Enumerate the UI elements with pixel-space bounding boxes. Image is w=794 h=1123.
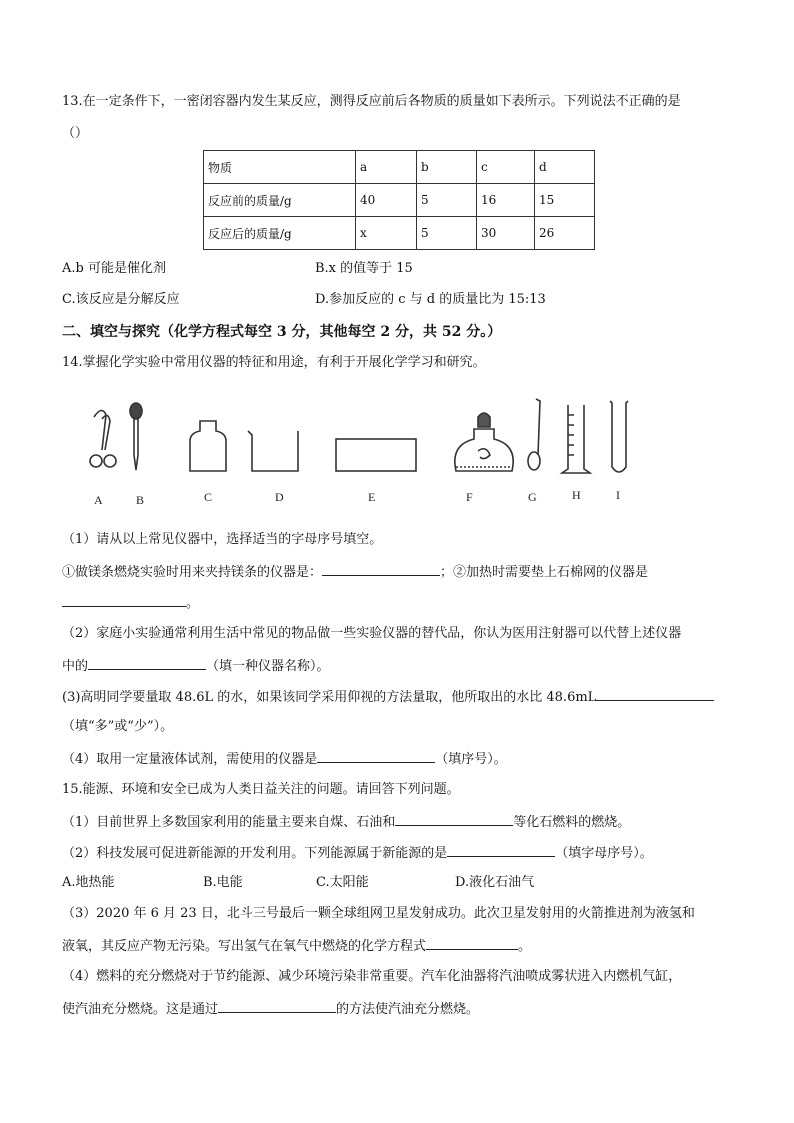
answer-blank[interactable] (447, 842, 555, 857)
q13-option-c: C.该反应是分解反应 (62, 292, 180, 307)
table-cell: a (356, 151, 417, 184)
apparatus-label-b: B (136, 493, 145, 507)
q15-option-d: D.液化石油气 (455, 875, 535, 890)
q15-option-b: B.电能 (203, 875, 243, 890)
table-cell: 15 (535, 184, 595, 217)
q14-part3-line1 (62, 686, 714, 708)
q15-part4-line1: （4）燃料的充分燃烧对于节约能源、减少环境污染非常重要。汽车化油器将汽油喷成雾状进入内燃机气缸， (62, 969, 682, 984)
table-cell: 40 (356, 184, 417, 217)
q15-part2-text: （填字母序号）。 (555, 846, 653, 861)
test-tube-icon (610, 401, 628, 472)
table-header-row (204, 151, 595, 184)
section-title: 二、填空与探究（化学方程式每空 3 分，其他每空 2 分，共 52 分。） (62, 324, 502, 340)
graduated-cylinder-icon (562, 405, 590, 473)
q13-option-b: B.x 的值等于 15 (315, 261, 413, 276)
q14-stem: 14.掌握化学实验中常用仪器的特征和用途，有利于开展化学学习和研究。 (62, 355, 486, 370)
apparatus-label-g: G (528, 490, 537, 504)
table-cell: 30 (477, 217, 535, 250)
answer-blank[interactable] (395, 811, 513, 826)
table-cell: x (356, 217, 417, 250)
apparatus-label-c: C (204, 490, 213, 504)
apparatus-label-a: A (94, 493, 103, 507)
answer-blank[interactable] (426, 935, 518, 950)
combustion-spoon-icon (528, 399, 540, 470)
q15-part4-text: 的方法使汽油充分燃烧。 (336, 1002, 480, 1017)
table-cell: b (417, 151, 477, 184)
q14-part1-line2 (62, 592, 199, 614)
dropper-icon (130, 403, 142, 470)
table-cell: 16 (477, 184, 535, 217)
table-row (204, 184, 595, 217)
apparatus-label-f: F (466, 490, 473, 504)
answer-blank[interactable] (596, 686, 714, 701)
q13-option-a: A.b 可能是催化剂 (62, 261, 166, 276)
q13-option-d: D.参加反应的 c 与 d 的质量比为 15:13 (315, 292, 546, 307)
q14-part1-text: 。 (186, 596, 200, 611)
q14-part1: （1）请从以上常见仪器中，选择适当的字母序号填空。 (62, 532, 383, 547)
q14-part1-text: ；②加热时需要垫上石棉网的仪器是 (440, 565, 649, 580)
answer-blank[interactable] (88, 655, 206, 670)
answer-blank[interactable] (62, 592, 186, 607)
q15-part3-line1: （3）2020 年 6 月 23 日，北斗三号最后一颗全球组网卫星发射成功。此次卫星发射用的火箭推进剂为液氢和 (62, 906, 695, 921)
q14-part2-line2 (62, 655, 330, 677)
beaker-icon (248, 431, 298, 471)
q15-part2-text: （2）科技发展可促进新能源的开发利用。下列能源属于新能源的是 (62, 846, 448, 861)
apparatus-label-d: D (275, 490, 284, 504)
q15-part3-line2 (62, 935, 531, 957)
table-cell: 反应前的质量/g (204, 184, 356, 217)
q15-part3-text: 液氧，其反应产物无污染。写出氢气在氧气中燃烧的化学方程式 (62, 939, 427, 954)
q14-part2-text: 中的 (62, 659, 89, 674)
lab-apparatus-figure (80, 395, 640, 510)
q14-part3-text: (3)高明同学要量取 48.6L 的水，如果该同学采用仰视的方法量取，他所取出的水比 48.6mL (62, 690, 597, 705)
crucible-tongs-icon (90, 410, 116, 467)
trough-icon (336, 439, 416, 471)
reagent-bottle-icon (190, 421, 226, 471)
q15-part1-text: 等化石燃料的燃烧。 (513, 815, 631, 830)
q14-part4-text: （4）取用一定量液体试剂，需使用的仪器是 (62, 752, 318, 767)
q14-part2-text: （填一种仪器名称）。 (206, 659, 330, 674)
q15-option-c: C.太阳能 (316, 875, 369, 890)
q14-part2-line1: （2）家庭小实验通常利用生活中常见的物品做一些实验仪器的替代品，你认为医用注射器可以代替上述仪器 (62, 626, 682, 641)
answer-blank[interactable] (322, 561, 440, 576)
q14-part3-line2: （填“多”或“少”）。 (62, 719, 174, 734)
table-cell: 反应后的质量/g (204, 217, 356, 250)
apparatus-label-i: I (616, 488, 620, 502)
q15-part4-text: 使汽油充分燃烧。这是通过 (62, 1002, 219, 1017)
answer-blank[interactable] (218, 998, 336, 1013)
q15-part1 (62, 811, 630, 833)
q15-stem: 15.能源、环境和安全已成为人类日益关注的问题。请回答下列问题。 (62, 782, 460, 797)
q15-part2 (62, 842, 653, 864)
q15-option-a: A.地热能 (62, 875, 115, 890)
table-cell: c (477, 151, 535, 184)
table-cell: 5 (417, 217, 477, 250)
table-cell: 5 (417, 184, 477, 217)
apparatus-label-h: H (572, 488, 581, 502)
q14-part1-line1 (62, 561, 648, 583)
table-cell: 26 (535, 217, 595, 250)
answer-blank[interactable] (317, 748, 435, 763)
q14-part4 (62, 748, 507, 770)
alcohol-lamp-icon (455, 413, 513, 471)
q15-part3-text: 。 (518, 939, 532, 954)
q15-part4-line2 (62, 998, 479, 1020)
q14-part1-text: ①做镁条燃烧实验时用来夹持镁条的仪器是： (62, 565, 323, 580)
table-cell: 物质 (204, 151, 356, 184)
table-cell: d (535, 151, 595, 184)
q13-mass-table (203, 150, 595, 250)
q14-part4-text: （填序号）。 (435, 752, 507, 767)
table-row (204, 217, 595, 250)
apparatus-label-e: E (368, 490, 376, 504)
q13-stem-line1: 13.在一定条件下，一密闭容器内发生某反应，测得反应前后各物质的质量如下表所示。下列说法不正确的是 (62, 94, 681, 109)
q15-part1-text: （1）目前世界上多数国家利用的能量主要来自煤、石油和 (62, 815, 396, 830)
q13-stem-line2: （） (62, 126, 89, 141)
